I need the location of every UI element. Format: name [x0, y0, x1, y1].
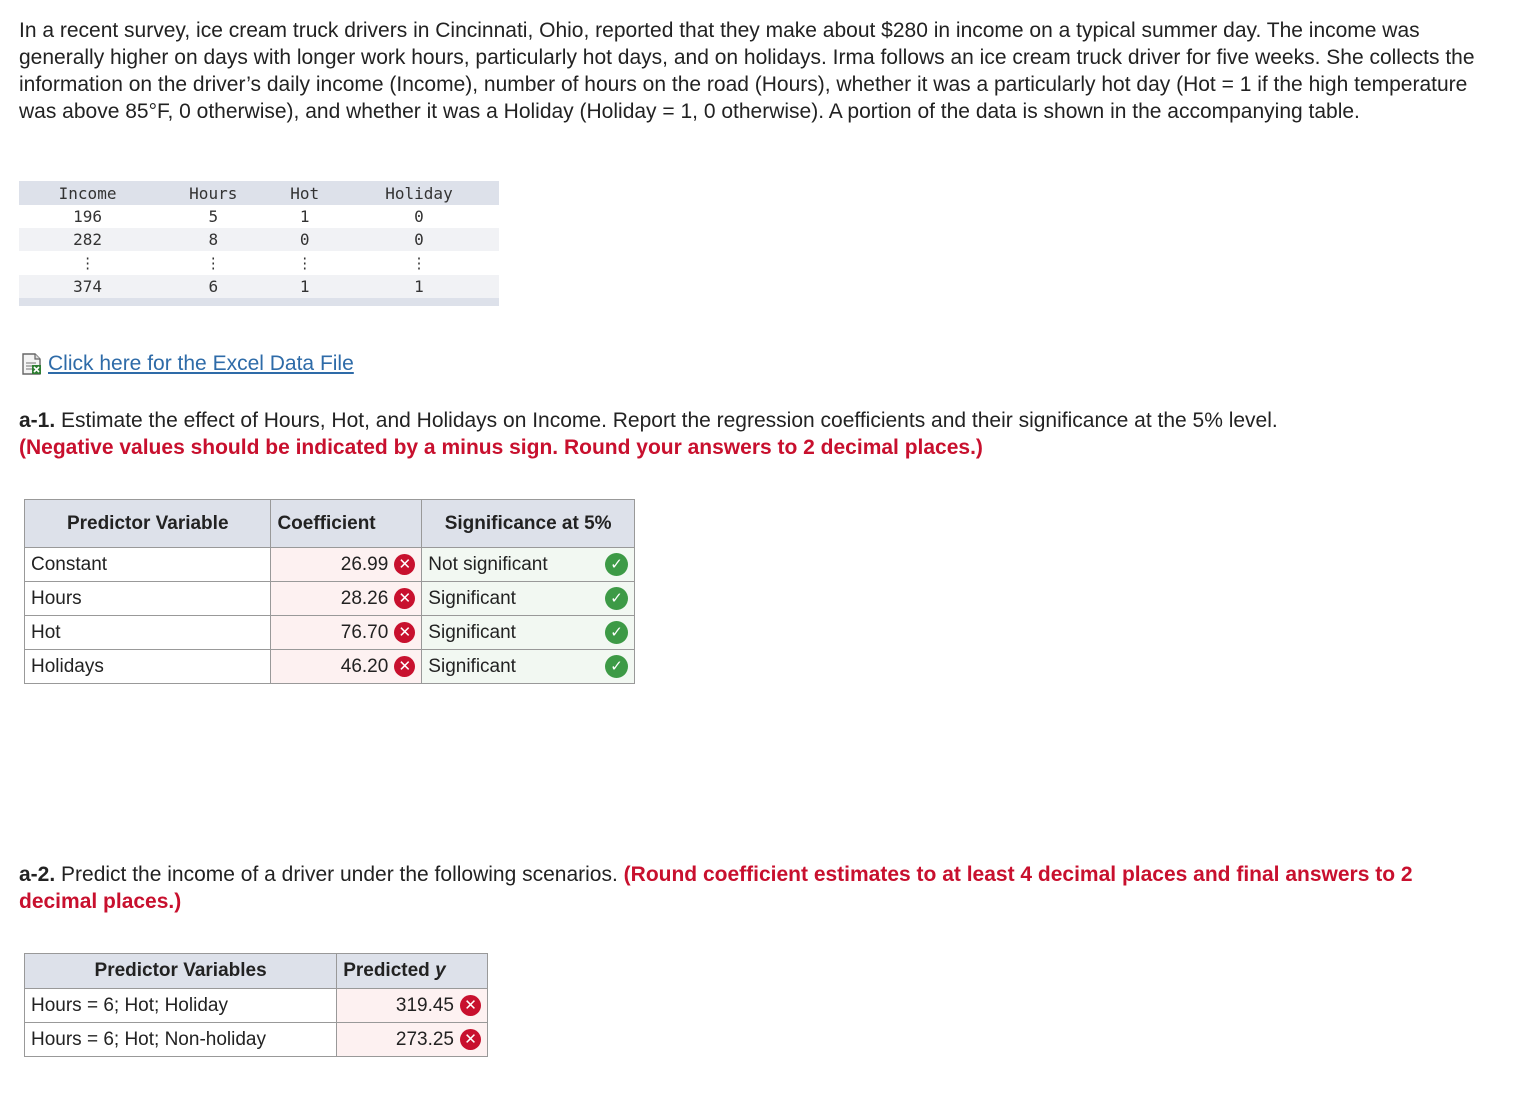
- predictor-name: Constant: [25, 548, 271, 582]
- check-circle-icon: ✓: [605, 655, 628, 678]
- cell: 6: [156, 275, 270, 302]
- excel-data-link[interactable]: [20, 352, 354, 376]
- question-a2: [19, 861, 1469, 915]
- x-circle-icon: ✕: [394, 656, 415, 677]
- cell: 8: [156, 228, 270, 251]
- cell: 196: [73, 207, 103, 226]
- predictor-name: Holidays: [25, 650, 271, 684]
- cell: 374: [19, 275, 156, 302]
- cell: 0: [414, 207, 424, 226]
- x-circle-icon: ✕: [394, 588, 415, 609]
- table-row: [25, 582, 635, 616]
- question-text: Predict the income of a driver under the following scenarios.: [55, 863, 624, 886]
- excel-file-icon: [20, 352, 44, 376]
- header-significance: Significance at 5%: [422, 500, 635, 548]
- coefficient-cell[interactable]: [271, 650, 422, 684]
- coefficient-input[interactable]: 28.26: [340, 587, 389, 609]
- coefficient-input[interactable]: 46.20: [340, 655, 389, 677]
- cell: 282: [19, 228, 156, 251]
- table-row: [25, 548, 635, 582]
- table-row: [19, 251, 499, 275]
- table-row: [25, 616, 635, 650]
- cell: 0: [270, 228, 339, 251]
- prediction-input[interactable]: 319.45: [395, 994, 454, 1016]
- check-circle-icon: ✓: [605, 621, 628, 644]
- cell: 1: [339, 275, 499, 302]
- significance-select[interactable]: Not significant: [428, 553, 548, 575]
- significance-select[interactable]: Significant: [428, 587, 516, 609]
- prediction-cell[interactable]: [337, 1023, 488, 1057]
- table-row: [25, 1023, 488, 1057]
- cell: 0: [339, 228, 499, 251]
- scenario-name: Hours = 6; Hot; Holiday: [25, 989, 337, 1023]
- cell: 1: [299, 207, 310, 226]
- coefficient-cell[interactable]: [271, 582, 422, 616]
- header-predicted-y: [337, 954, 488, 989]
- question-instruction: (Round coefficient estimates to at least 4 decimal places and final answers to 2 decimal places.): [19, 863, 1413, 913]
- significance-select[interactable]: Significant: [428, 621, 516, 643]
- header-predictor-variable: Predictor Variable: [25, 500, 271, 548]
- coefficient-input[interactable]: 76.70: [340, 621, 389, 643]
- coefficient-cell[interactable]: [271, 548, 422, 582]
- significance-cell[interactable]: [422, 548, 635, 582]
- excel-link-text[interactable]: Click here for the Excel Data File: [48, 352, 354, 375]
- predictor-name: Hot: [25, 616, 271, 650]
- prediction-input[interactable]: 273.25: [395, 1028, 454, 1050]
- x-circle-icon: ✕: [394, 622, 415, 643]
- cell: 1: [270, 275, 339, 302]
- header-coefficient: Coefficient: [271, 500, 422, 548]
- question-a1: [19, 407, 1469, 461]
- regression-answer-table: [24, 499, 635, 684]
- table-row: [19, 228, 499, 251]
- question-label: a-2.: [19, 863, 56, 886]
- table-row: [25, 989, 488, 1023]
- x-circle-icon: ✕: [460, 1029, 481, 1050]
- header-y-symbol: y: [435, 960, 446, 981]
- coefficient-input[interactable]: 26.99: [340, 553, 389, 575]
- significance-cell[interactable]: [422, 616, 635, 650]
- header-predictor-variables: Predictor Variables: [25, 954, 337, 989]
- x-circle-icon: ✕: [394, 554, 415, 575]
- cell: ⋮: [297, 253, 313, 272]
- cell: 5: [208, 207, 219, 226]
- prediction-cell[interactable]: [337, 989, 488, 1023]
- coefficient-cell[interactable]: [271, 616, 422, 650]
- table-row: [19, 275, 499, 302]
- table-row: [19, 205, 499, 228]
- cell: ⋮: [205, 253, 221, 272]
- col-holiday: Holiday: [339, 181, 499, 205]
- scenario-name: Hours = 6; Hot; Non-holiday: [25, 1023, 337, 1057]
- question-label: a-1.: [19, 409, 56, 432]
- x-circle-icon: ✕: [460, 995, 481, 1016]
- col-hot: Hot: [270, 181, 339, 205]
- col-income: Income: [19, 181, 156, 205]
- prediction-answer-table: [24, 953, 488, 1057]
- cell: ⋮: [80, 253, 96, 272]
- significance-select[interactable]: Significant: [428, 655, 516, 677]
- header-predicted-text: Predicted: [343, 960, 430, 981]
- significance-cell[interactable]: [422, 650, 635, 684]
- question-text: Estimate the effect of Hours, Hot, and Holidays on Income. Report the regression coefficients and their significance at the 5% level.: [55, 409, 1278, 432]
- check-circle-icon: ✓: [605, 553, 628, 576]
- question-instruction: (Negative values should be indicated by a minus sign. Round your answers to 2 decimal places.): [19, 436, 983, 459]
- problem-intro: In a recent survey, ice cream truck drivers in Cincinnati, Ohio, reported that they make about $280 in income on a typical summer day. The income was generally higher on days with longer work hours, particularly hot days, and on holidays. Irma follows an ice cream truck driver for five weeks. She collects the information on the driver’s daily income (Income), number of hours on the road (Hours), whether it was a particularly hot day (Hot = 1 if the high temperature was above 85°F, 0 otherwise), and whether it was a Holiday (Holiday = 1, 0 otherwise). A portion of the data is shown in the accompanying table.: [19, 19, 1475, 123]
- col-hours: Hours: [156, 181, 270, 205]
- table-row: [25, 650, 635, 684]
- check-circle-icon: ✓: [605, 587, 628, 610]
- predictor-name: Hours: [25, 582, 271, 616]
- data-preview-table: [19, 181, 499, 306]
- cell: ⋮: [411, 253, 427, 272]
- significance-cell[interactable]: [422, 582, 635, 616]
